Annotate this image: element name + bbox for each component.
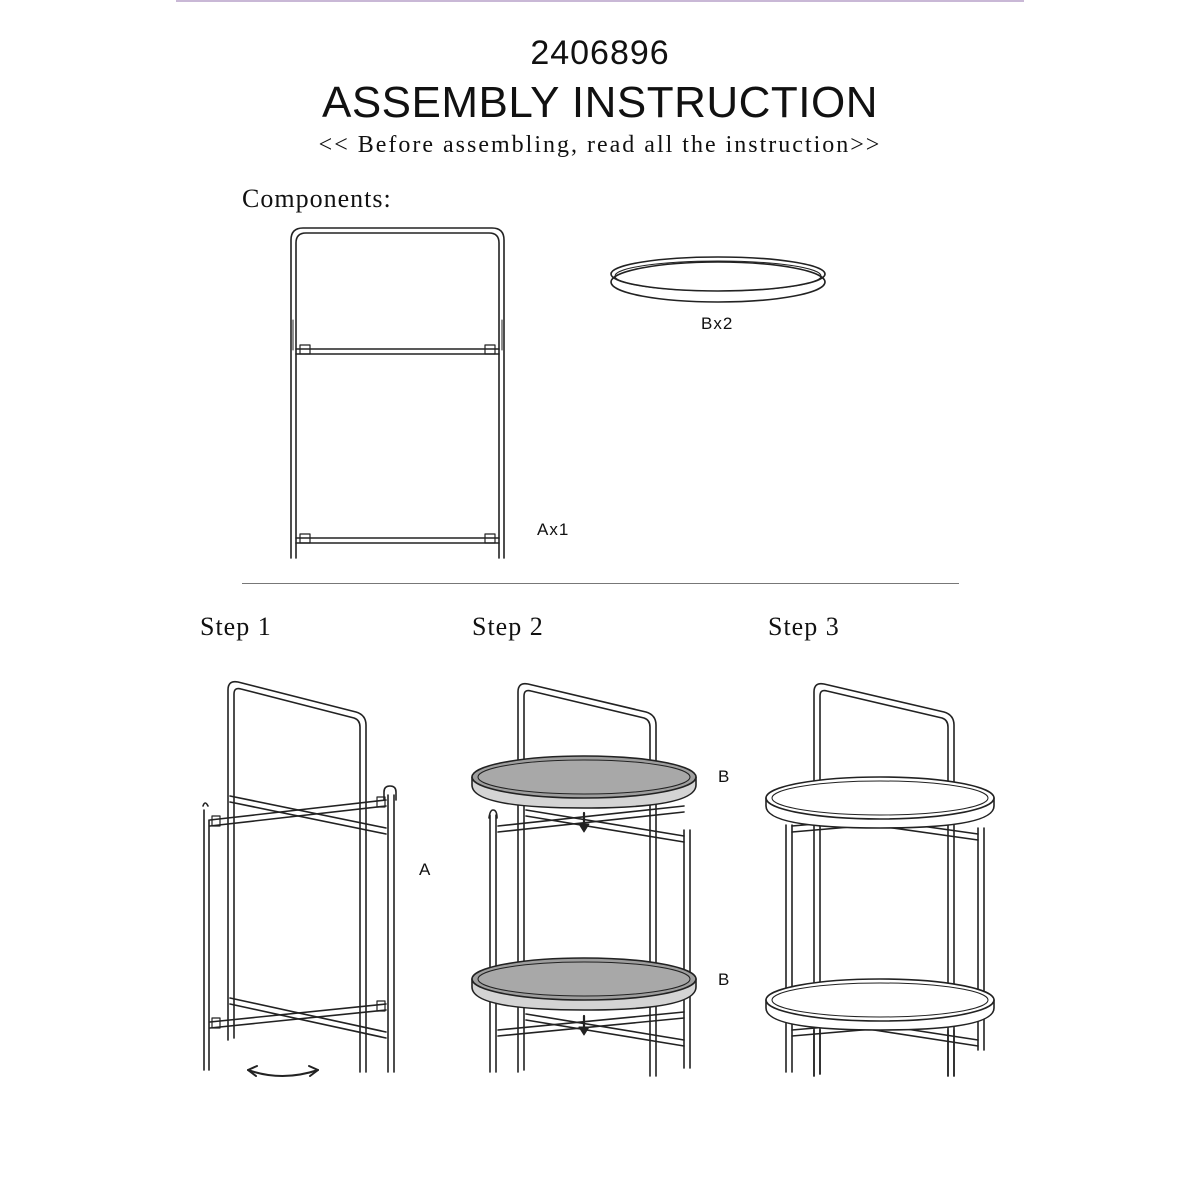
step-2-lower-tray-label: B [718, 970, 731, 989]
document-subtitle: << Before assembling, read all the instruction>> [318, 132, 882, 158]
components-heading: Components: [242, 184, 392, 213]
step-1-drawing [203, 682, 396, 1076]
section-divider [242, 583, 959, 584]
component-b-label: Bx2 [701, 314, 734, 333]
step-3-label: Step 3 [768, 612, 840, 641]
top-rule [176, 0, 1024, 2]
document-title: ASSEMBLY INSTRUCTION [321, 78, 879, 127]
component-b-tray-drawing [611, 257, 825, 302]
step-1-part-label: A [419, 860, 432, 879]
step-2-upper-tray-label: B [718, 767, 731, 786]
document-number: 2406896 [530, 34, 670, 72]
step-1-label: Step 1 [200, 612, 272, 641]
step-2-drawing [472, 684, 696, 1076]
component-a-label: Ax1 [537, 520, 570, 539]
step-2-label: Step 2 [472, 612, 544, 641]
step-3-drawing [766, 684, 994, 1076]
component-a-frame-drawing [291, 228, 504, 558]
